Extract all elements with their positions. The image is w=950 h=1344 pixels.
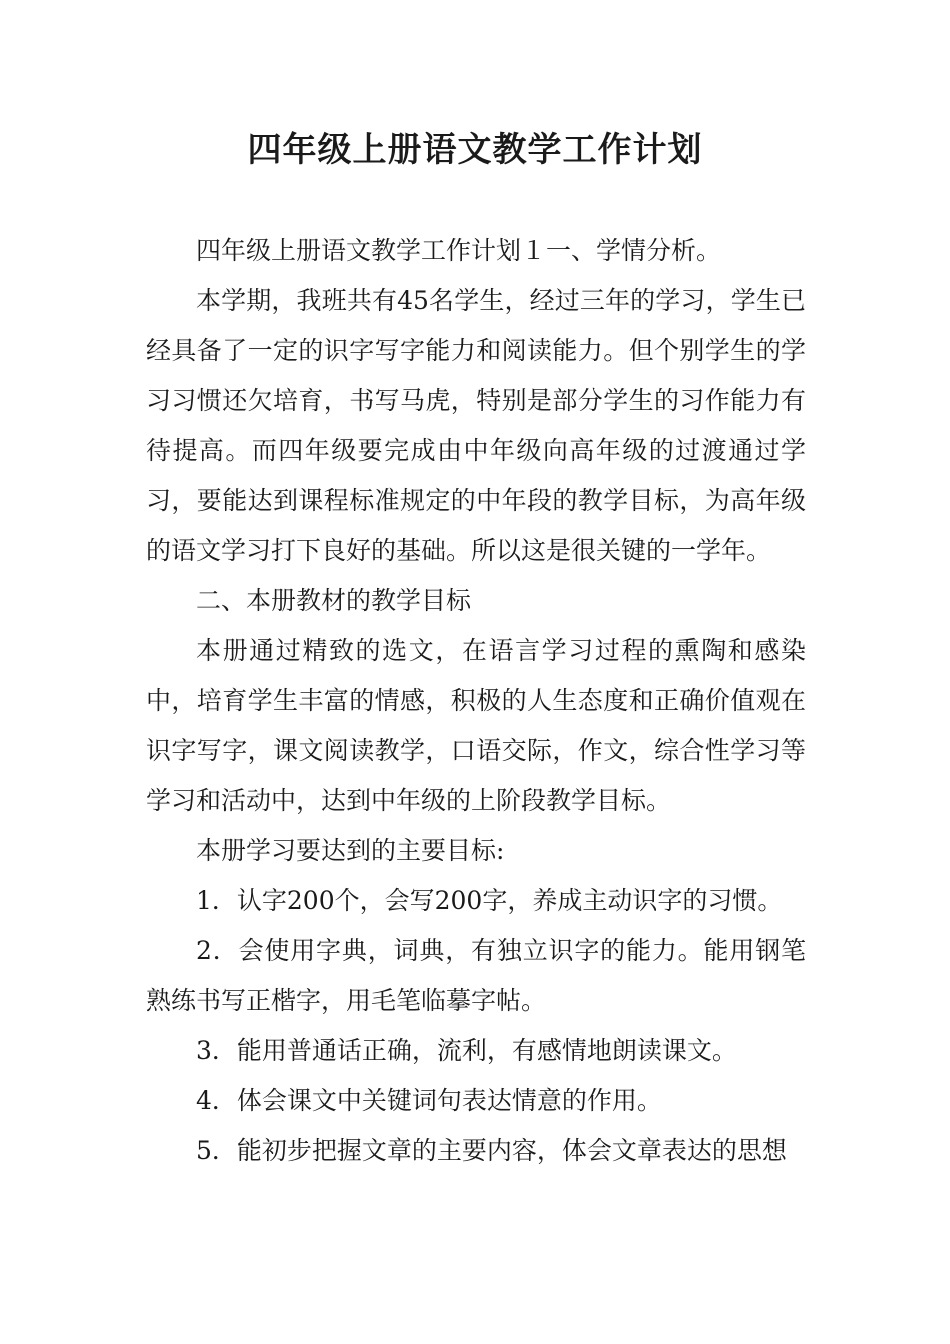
paragraph-goal-5: 5．能初步把握文章的主要内容，体会文章表达的思想 [196,1136,787,1165]
document-title: 四年级上册语文教学工作计划 [247,130,703,170]
paragraph-goal-4: 4．体会课文中关键词句表达情意的作用。 [196,1086,662,1115]
paragraph-intro: 四年级上册语文教学工作计划１一、学情分析。 [196,236,722,265]
paragraph-main-goals-heading: 本册学习要达到的主要目标: [196,836,505,865]
paragraph-situation-analysis: 本学期，我班共有45名学生，经过三年的学习，学生已经具备了一定的识字写字能力和阅读能力。但个别学生的学习习惯还欠培育，书写马虎，特别是部分学生的习作能力有待提高。而四年级要完成由中年级向高年级的过渡通过学习，要能达到课程标准规定的中年段的教学目标，为高年级的语文学习打下良好的基础。所以这是很关键的一学年。 [146,286,806,565]
paragraph-goal-3: 3．能用普通话正确，流利，有感情地朗读课文。 [196,1036,737,1065]
document-body [146,226,806,1176]
paragraph-goal-1: 1．认字200个，会写200字，养成主动识字的习惯。 [196,886,783,915]
paragraph-goal-2: 2．会使用字典，词典，有独立识字的能力。能用钢笔熟练书写正楷字，用毛笔临摹字帖。 [146,936,806,1015]
paragraph-textbook-goals: 本册通过精致的选文，在语言学习过程的熏陶和感染中，培育学生丰富的情感，积极的人生态度和正确价值观在识字写字，课文阅读教学，口语交际，作文，综合性学习等学习和活动中，达到中年级的上阶段教学目标。 [146,636,806,815]
paragraph-section-heading-goals: 二、本册教材的教学目标 [196,586,472,615]
